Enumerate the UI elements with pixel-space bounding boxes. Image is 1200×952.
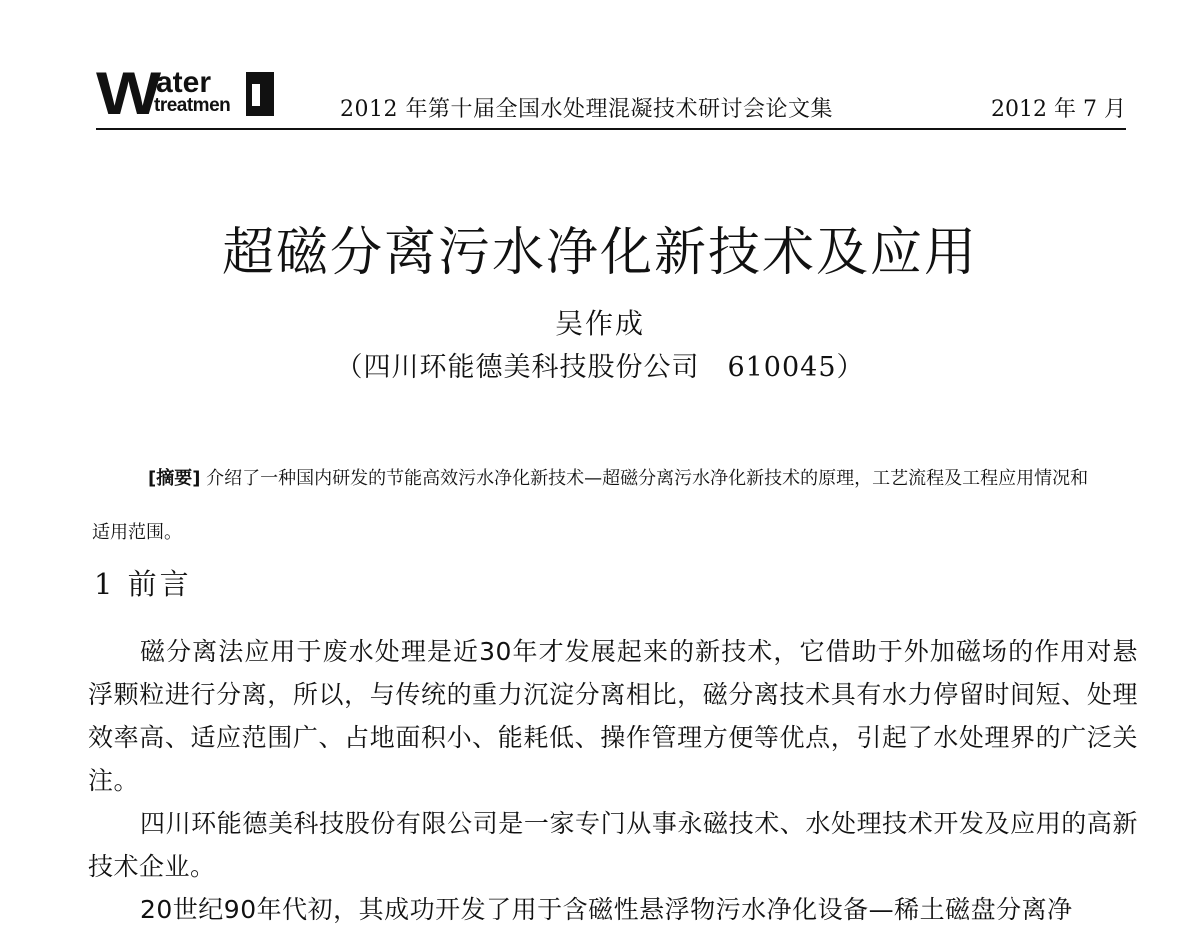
page-header <box>96 60 1126 130</box>
logo-line-2: treatmen <box>154 95 231 116</box>
paper-author: 吴作成 <box>554 307 645 340</box>
publication-date: 2012 年 7 月 <box>991 97 1126 122</box>
abstract-text: 介绍了一种国内研发的节能高效污水净化新技术—超磁分离污水净化新技术的原理，工艺流程及工程应用情况和适用范围。 <box>92 468 1089 543</box>
paragraph: 20世纪90年代初，其成功开发了用于含磁性悬浮物污水净化设备—稀土磁盘分离净 <box>140 895 1073 924</box>
section-number: 1 <box>94 567 116 601</box>
paragraph: 磁分离法应用于废水处理是近30年才发展起来的新技术，它借助于外加磁场的作用对悬浮颗粒进行分离，所以，与传统的重力沉淀分离相比，磁分离技术具有水力停留时间短、处理效率高、适应范围广、占地面积小、能耗低、操作管理方便等优点，引起了水处理界的广泛关注。 <box>88 637 1138 795</box>
header-rule <box>96 128 1126 130</box>
abstract-label: [摘要] <box>148 468 201 489</box>
section-heading <box>94 566 192 602</box>
paragraph: 四川环能德美科技股份有限公司是一家专门从事永磁技术、水处理技术开发及应用的高新技术企业。 <box>88 809 1138 881</box>
body-text <box>88 630 1138 931</box>
conference-name: 2012 年第十届全国水处理混凝技术研讨会论文集 <box>340 97 833 122</box>
paper-title: 超磁分离污水净化新技术及应用 <box>221 223 978 283</box>
abstract <box>92 452 1092 560</box>
author-affiliation: （四川环能德美科技股份公司 610045） <box>335 352 865 383</box>
logo-line-1: ater <box>156 66 212 99</box>
water-treatment-logo: W ater treatmen <box>96 66 274 122</box>
section-title: 前言 <box>127 567 192 601</box>
